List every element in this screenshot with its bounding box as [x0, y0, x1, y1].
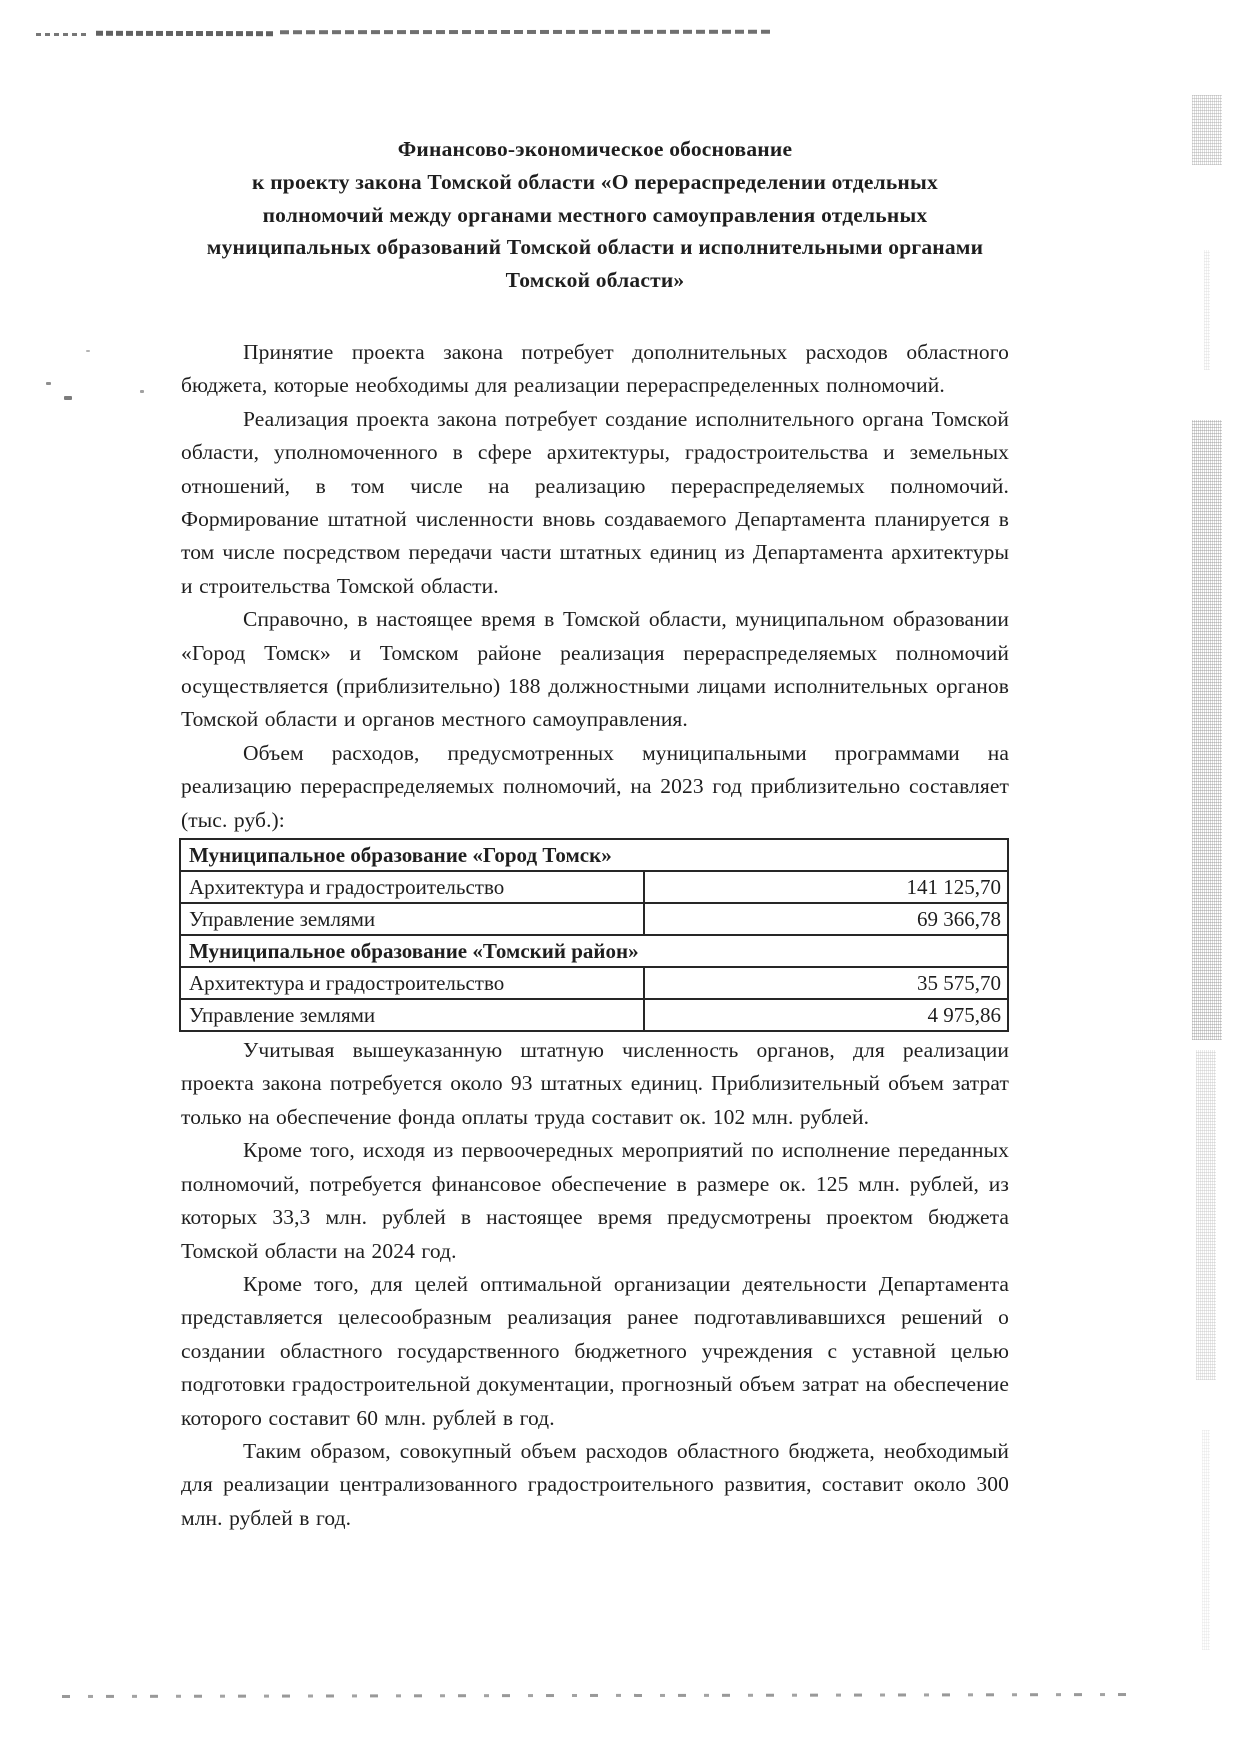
document-title-line: Финансово-экономическое обоснование: [397, 137, 793, 161]
table-row-value: 35 575,70: [644, 967, 1008, 999]
document-title: [181, 133, 1009, 297]
table-row-value: 69 366,78: [644, 903, 1008, 935]
scan-artifact-top-left: [36, 33, 88, 36]
scan-noise-right: [1192, 95, 1222, 165]
paragraph: Кроме того, для целей оптимальной организации деятельности Департамента представляется целесообразным реализация ранее подготавливавшихся решений о создании областного государственного бюджетного учреждения с уставной целью подготовки градостроительной документации, прогнозный объем затрат на обеспечение которого составит 60 млн. рублей в год.: [181, 1271, 1009, 1430]
table-row-label: Архитектура и градостроительство: [180, 967, 644, 999]
document-content: [181, 133, 1009, 1535]
expenses-table: [179, 838, 1009, 1032]
document-title-line: полномочий между органами местного самоуправления отдельных: [262, 202, 928, 227]
paragraph: Справочно, в настоящее время в Томской области, муниципальном образовании «Город Томск» и Томском районе реализация перераспределяемых полномочий осуществляется (приблизительно) 188 должностными лицами исполнительных органов Томской области и органов местного самоуправления.: [181, 607, 1009, 732]
scan-artifact-top-line: [96, 31, 276, 36]
table-row-value: 141 125,70: [644, 871, 1008, 903]
scan-noise-right: [1192, 420, 1222, 1040]
table-section-header: Муниципальное образование «Город Томск»: [180, 839, 1008, 871]
document-title-line: к проекту закона Томской области «О перераспределении отдельных: [252, 169, 938, 194]
table-row-label: Управление землями: [180, 999, 644, 1031]
scan-speck: [86, 350, 90, 352]
scan-noise-right: [1204, 250, 1210, 370]
table-row: [180, 999, 1008, 1031]
table-section-row: [180, 839, 1008, 871]
scan-noise-right: [1202, 1430, 1210, 1650]
paragraph: Принятие проекта закона потребует дополнительных расходов областного бюджета, которые необходимы для реализации перераспределенных полномочий.: [181, 339, 1009, 398]
scan-noise-right: [1196, 1050, 1216, 1380]
table-section-header: Муниципальное образование «Томский район»: [180, 935, 1008, 967]
scan-artifact-bottom-line: [62, 1693, 1137, 1698]
table-row-value: 4 975,86: [644, 999, 1008, 1031]
paragraph: Таким образом, совокупный объем расходов областного бюджета, необходимый для реализации централизованного градостроительного развития, составит около 300 млн. рублей в год.: [181, 1438, 1009, 1530]
document-title-line: Томской области»: [505, 268, 685, 293]
paragraph: Учитывая вышеуказанную штатную численность органов, для реализации проекта закона потребуется около 93 штатных единиц. Приблизительный объем затрат только на обеспечение фонда оплаты труда составит ок. 102 млн. рублей.: [181, 1038, 1009, 1129]
scan-speck: [140, 390, 144, 393]
table-section-row: [180, 935, 1008, 967]
table-row: [180, 871, 1008, 903]
scan-speck: [46, 382, 51, 385]
document-title-line: муниципальных образований Томской области и исполнительными органами: [206, 235, 984, 260]
table-row: [180, 967, 1008, 999]
table-row-label: Управление землями: [180, 903, 644, 935]
scan-artifact-top-line: [280, 30, 770, 34]
paragraph: Кроме того, исходя из первоочередных мероприятий по исполнение переданных полномочий, потребуется финансовое обеспечение в размере ок. 125 млн. рублей, из которых 33,3 млн. рублей в настоящее время предусмотрены проектом бюджета Томской области на 2024 год.: [181, 1138, 1009, 1263]
paragraph: Реализация проекта закона потребует создание исполнительного органа Томской области, уполномоченного в сфере архитектуры, градостроительства и земельных отношений, в том числе на реализацию перераспределяемых полномочий. Формирование штатной численности вновь создаваемого Департамента планируется в том числе посредством передачи части штатных единиц из Департамента архитектуры и строительства Томской области.: [181, 406, 1009, 598]
table-row: [180, 903, 1008, 935]
scan-speck: [64, 396, 72, 400]
table-row-label: Архитектура и градостроительство: [180, 871, 644, 903]
paragraph: Объем расходов, предусмотренных муниципальными программами на реализацию перераспределяемых полномочий, на 2023 год приблизительно составляет (тыс. руб.):: [181, 740, 1009, 832]
